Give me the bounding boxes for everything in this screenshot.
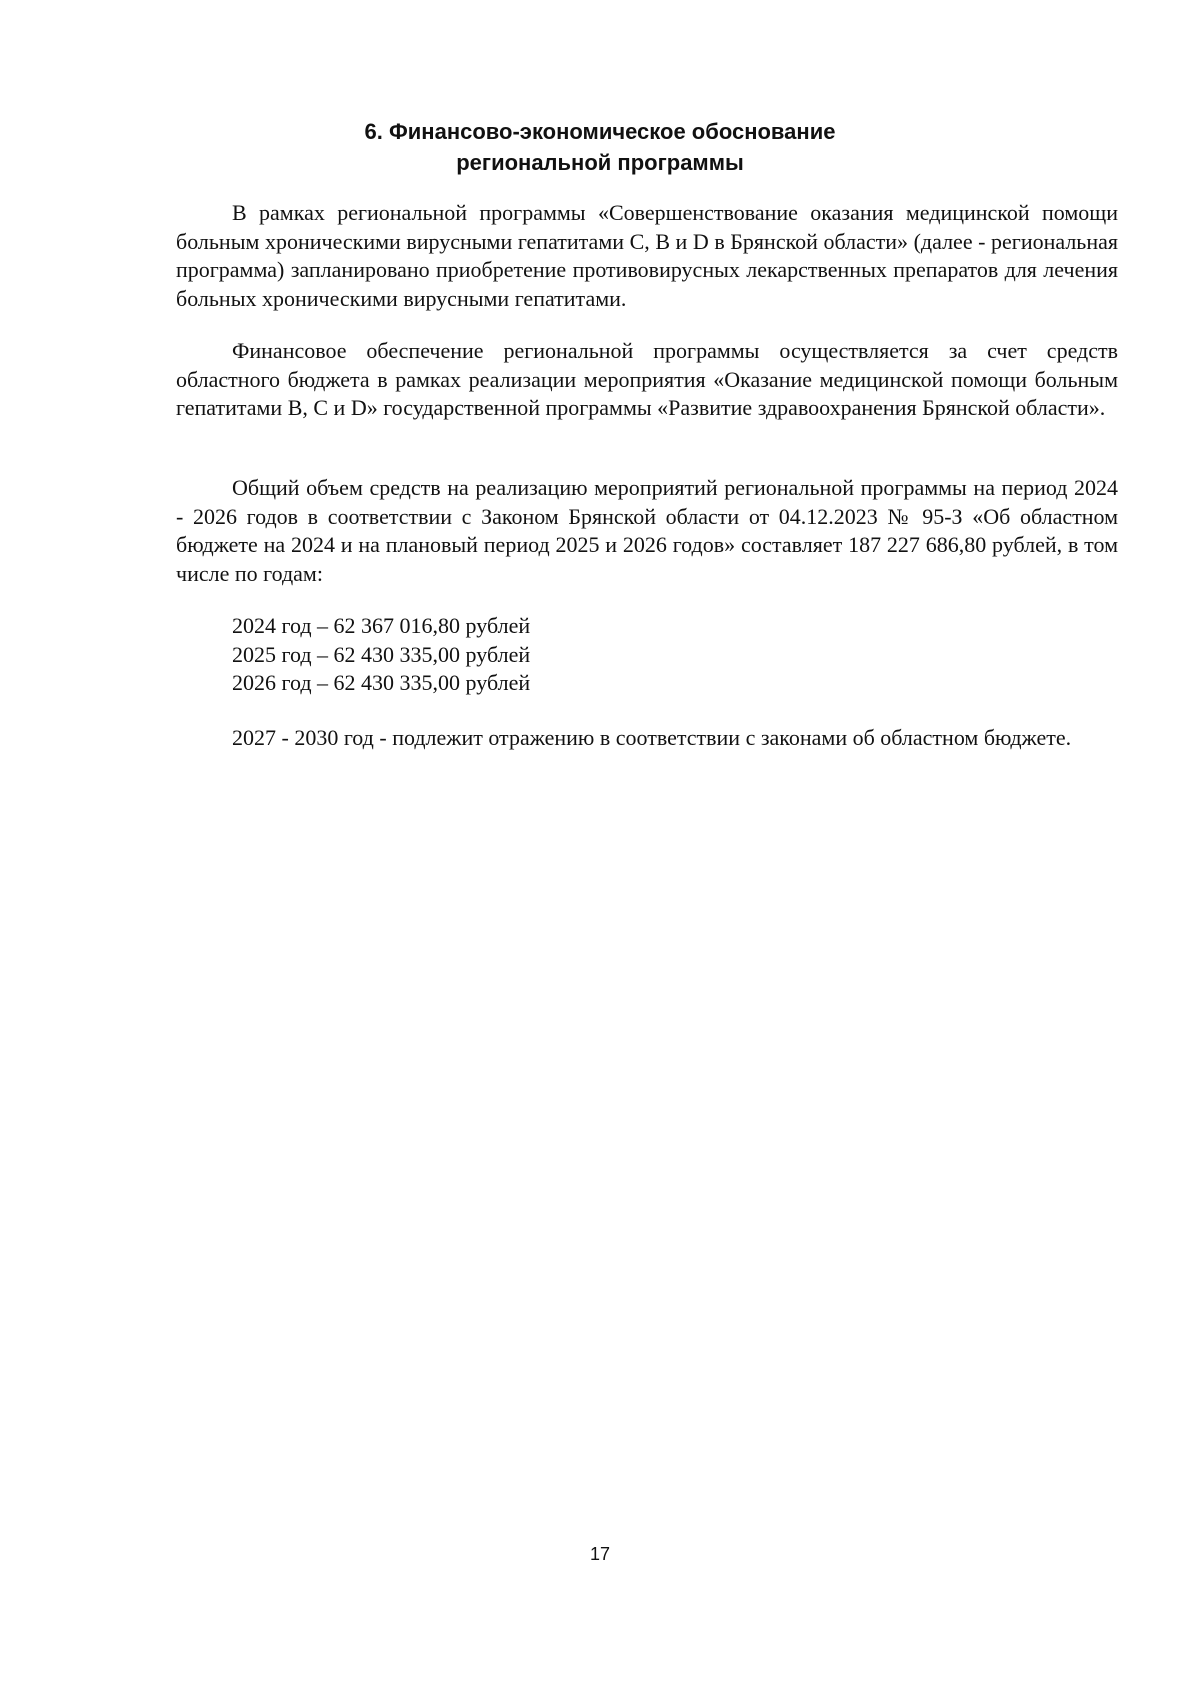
page-number: 17 — [589, 1544, 611, 1564]
paragraph-text: В рамках региональной программы «Совершенствование оказания медицинской помощи больным хроническими вирусными гепатитами С, В и D в Брянской области» (далее - региональная программа) запланировано приобретение противовирусных лекарственных препаратов для лечения больных хроническими вирусными гепатитами. — [176, 200, 1118, 311]
paragraph-total-budget — [176, 474, 1118, 588]
paragraph-future-years — [176, 724, 1118, 753]
paragraph-text: Общий объем средств на реализацию мероприятий региональной программы на период 2024 - 2026 годов в соответствии с Законом Брянской области от 04.12.2023 № 95-З «Об областном бюджете на 2024 и на плановый период 2025 и 2026 годов» составляет 187 227 686,80 рублей, в том числе по годам: — [176, 475, 1118, 586]
yearly-budget-item-2026: 2026 год – 62 430 335,00 рублей — [232, 670, 531, 695]
section-heading-line-2: региональной программы — [456, 150, 744, 175]
section-heading — [0, 116, 1200, 178]
yearly-budget-list — [176, 612, 1118, 698]
paragraph-text: Финансовое обеспечение региональной программы осуществляется за счет средств областного бюджета в рамках реализации мероприятия «Оказание медицинской помощи больным гепатитами В, С и D» государственной программы «Развитие здравоохранения Брянской области». — [176, 338, 1118, 420]
yearly-budget-item-2024: 2024 год – 62 367 016,80 рублей — [232, 613, 531, 638]
yearly-budget-item-2025: 2025 год – 62 430 335,00 рублей — [232, 641, 531, 667]
paragraph-financing-source — [176, 337, 1118, 423]
paragraph-text: 2027 - 2030 год - подлежит отражению в соответствии с законами об областном бюджете. — [232, 725, 1072, 750]
paragraph-program-scope — [176, 199, 1118, 313]
section-heading-line-1: 6. Финансово-экономическое обоснование — [364, 119, 836, 144]
